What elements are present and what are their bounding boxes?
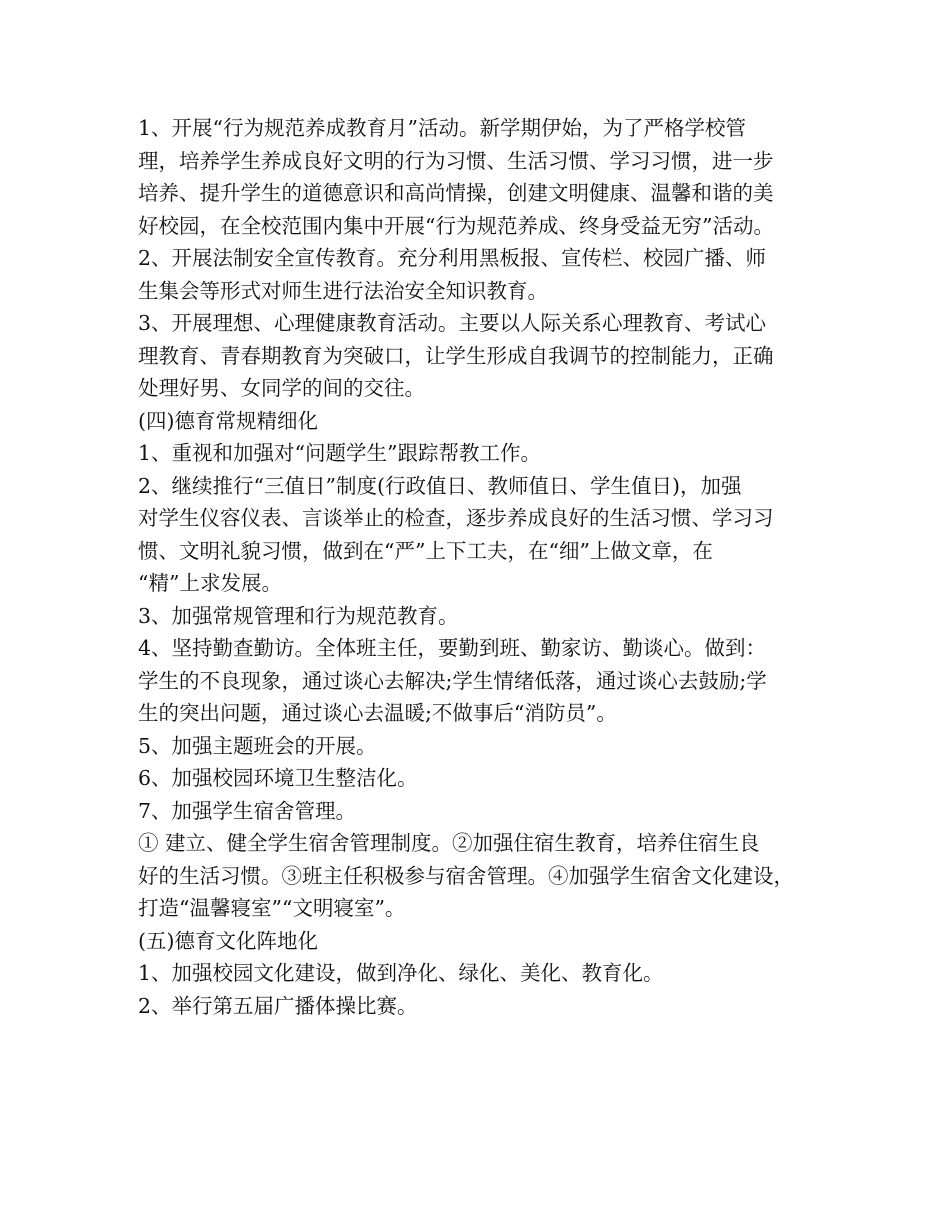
text-line: 2、继续推行“三值日”制度(行政值日、教师值日、学生值日)，加强 (138, 473, 742, 498)
text-line: 理教育、青春期教育为突破口，让学生形成自我调节的控制能力，正确 (138, 343, 774, 368)
section-heading: (五)德育文化阵地化 (138, 928, 318, 953)
text-line: “精”上求发展。 (138, 571, 282, 595)
text-line: 6、加强校园环境卫生整洁化。 (138, 766, 418, 790)
text-line: 惯、文明礼貌习惯，做到在“严”上下工夫，在“细”上做文章，在 (138, 538, 713, 563)
text-line: 学生的不良现象，通过谈心去解决;学生情绪低落，通过谈心去鼓励;学 (138, 668, 767, 693)
text-line: 1、重视和加强对“问题学生”跟踪帮教工作。 (138, 441, 542, 465)
text-line: 好校园，在全校范围内集中开展“行为规范养成、终身受益无穷”活动。 (138, 213, 774, 238)
text-line: 对学生仪容仪表、言谈举止的检查，逐步养成良好的生活习惯、学习习 (138, 506, 774, 530)
text-line: 2、举行第五届广播体操比赛。 (138, 993, 418, 1018)
text-line: 1、加强校园文化建设，做到净化、绿化、美化、教育化。 (138, 961, 664, 985)
text-line: 3、开展理想、心理健康教育活动。主要以人际关系心理教育、考试心 (138, 311, 767, 335)
text-line: ① 建立、健全学生宿舍管理制度。②加强住宿生教育，培养住宿生良 (138, 831, 760, 855)
text-line: 2、开展法制安全宣传教育。充分利用黑板报、宣传栏、校园广播、师 (138, 246, 767, 270)
text-line: 7、加强学生宿舍管理。 (138, 798, 357, 823)
text-line: 5、加强主题班会的开展。 (138, 733, 377, 758)
text-line: 生集会等形式对师生进行法治安全知识教育。 (138, 278, 548, 303)
text-line: 4、坚持勤查勤访。全体班主任，要勤到班、勤家访、勤谈心。做到： (138, 636, 767, 660)
document-body (138, 112, 838, 1022)
section-heading: (四)德育常规精细化 (138, 408, 318, 433)
text-line: 好的生活习惯。③班主任积极参与宿舍管理。④加强学生宿舍文化建设， (138, 863, 794, 888)
text-line: 处理好男、女同学的间的交往。 (138, 376, 425, 400)
text-line: 培养、提升学生的道德意识和高尚情操，创建文明健康、温馨和谐的美 (138, 181, 774, 205)
text-line: 理，培养学生养成良好文明的行为习惯、生活习惯、学习习惯，进一步 (138, 148, 774, 173)
text-line: 生的突出问题，通过谈心去温暖;不做事后“消防员”。 (138, 701, 617, 725)
text-line: 打造“温馨寝室”“文明寝室”。 (138, 896, 406, 920)
text-line: 3、加强常规管理和行为规范教育。 (138, 603, 459, 628)
text-line: 1、开展“行为规范养成教育月”活动。新学期伊始，为了严格学校管 (138, 116, 747, 140)
